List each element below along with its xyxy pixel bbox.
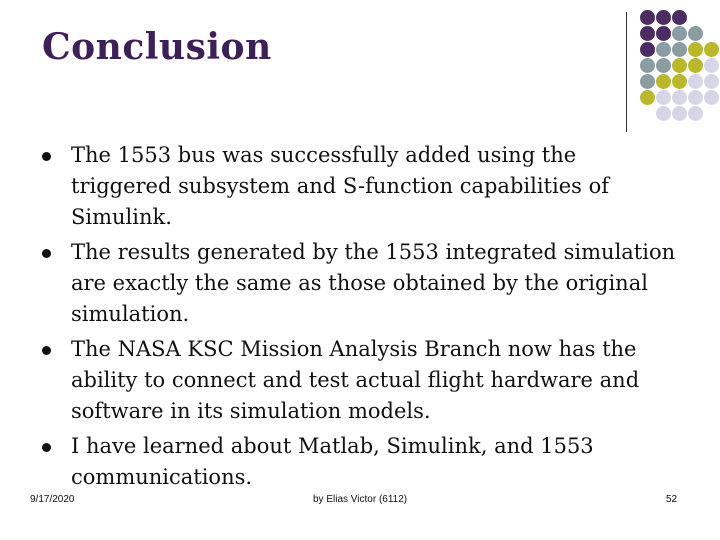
bullet-item: The results generated by the 1553 integrated simulation are exactly the same as those obtained by the original simulation. <box>40 237 680 330</box>
footer-author: by Elias Victor (6112) <box>313 494 408 505</box>
decorative-dot <box>688 58 703 73</box>
decorative-divider <box>626 12 627 132</box>
decorative-dot <box>656 74 671 89</box>
decorative-dot <box>640 10 655 25</box>
decorative-dot <box>704 74 719 89</box>
decorative-dot <box>704 42 719 57</box>
slide-title: Conclusion <box>42 26 272 68</box>
decorative-dot <box>688 106 703 121</box>
decorative-dot <box>688 26 703 41</box>
decorative-dot <box>704 90 719 105</box>
decorative-dot <box>640 90 655 105</box>
decorative-dot <box>656 106 671 121</box>
decorative-dot <box>640 74 655 89</box>
decorative-dot <box>672 42 687 57</box>
footer-page-number: 52 <box>666 494 678 505</box>
bullet-icon <box>42 152 51 161</box>
bullet-item: The NASA KSC Mission Analysis Branch now has the ability to connect and test actual flight hardware and software in its simulation models. <box>40 334 680 427</box>
decorative-dot <box>688 42 703 57</box>
bullet-item: I have learned about Matlab, Simulink, and 1553 communications. <box>40 431 680 493</box>
decorative-dot <box>656 42 671 57</box>
footer-date: 9/17/2020 <box>30 494 75 505</box>
decorative-dot <box>656 26 671 41</box>
decorative-dot <box>704 58 719 73</box>
decorative-dot <box>656 10 671 25</box>
bullet-icon <box>42 249 51 258</box>
bullet-icon <box>42 443 51 452</box>
decorative-dot <box>656 90 671 105</box>
decorative-dot <box>672 26 687 41</box>
decorative-dot <box>688 90 703 105</box>
bullet-icon <box>42 346 51 355</box>
decorative-dot <box>672 106 687 121</box>
decorative-dot <box>640 58 655 73</box>
bullet-list <box>40 140 680 497</box>
decorative-dot <box>672 10 687 25</box>
decorative-dot <box>656 58 671 73</box>
decorative-dot <box>672 90 687 105</box>
decorative-dot <box>688 74 703 89</box>
bullet-item: The 1553 bus was successfully added using the triggered subsystem and S-function capabilities of Simulink. <box>40 140 680 233</box>
decorative-dot <box>640 26 655 41</box>
decorative-dot <box>672 74 687 89</box>
decorative-dot <box>640 42 655 57</box>
decorative-dot <box>672 58 687 73</box>
